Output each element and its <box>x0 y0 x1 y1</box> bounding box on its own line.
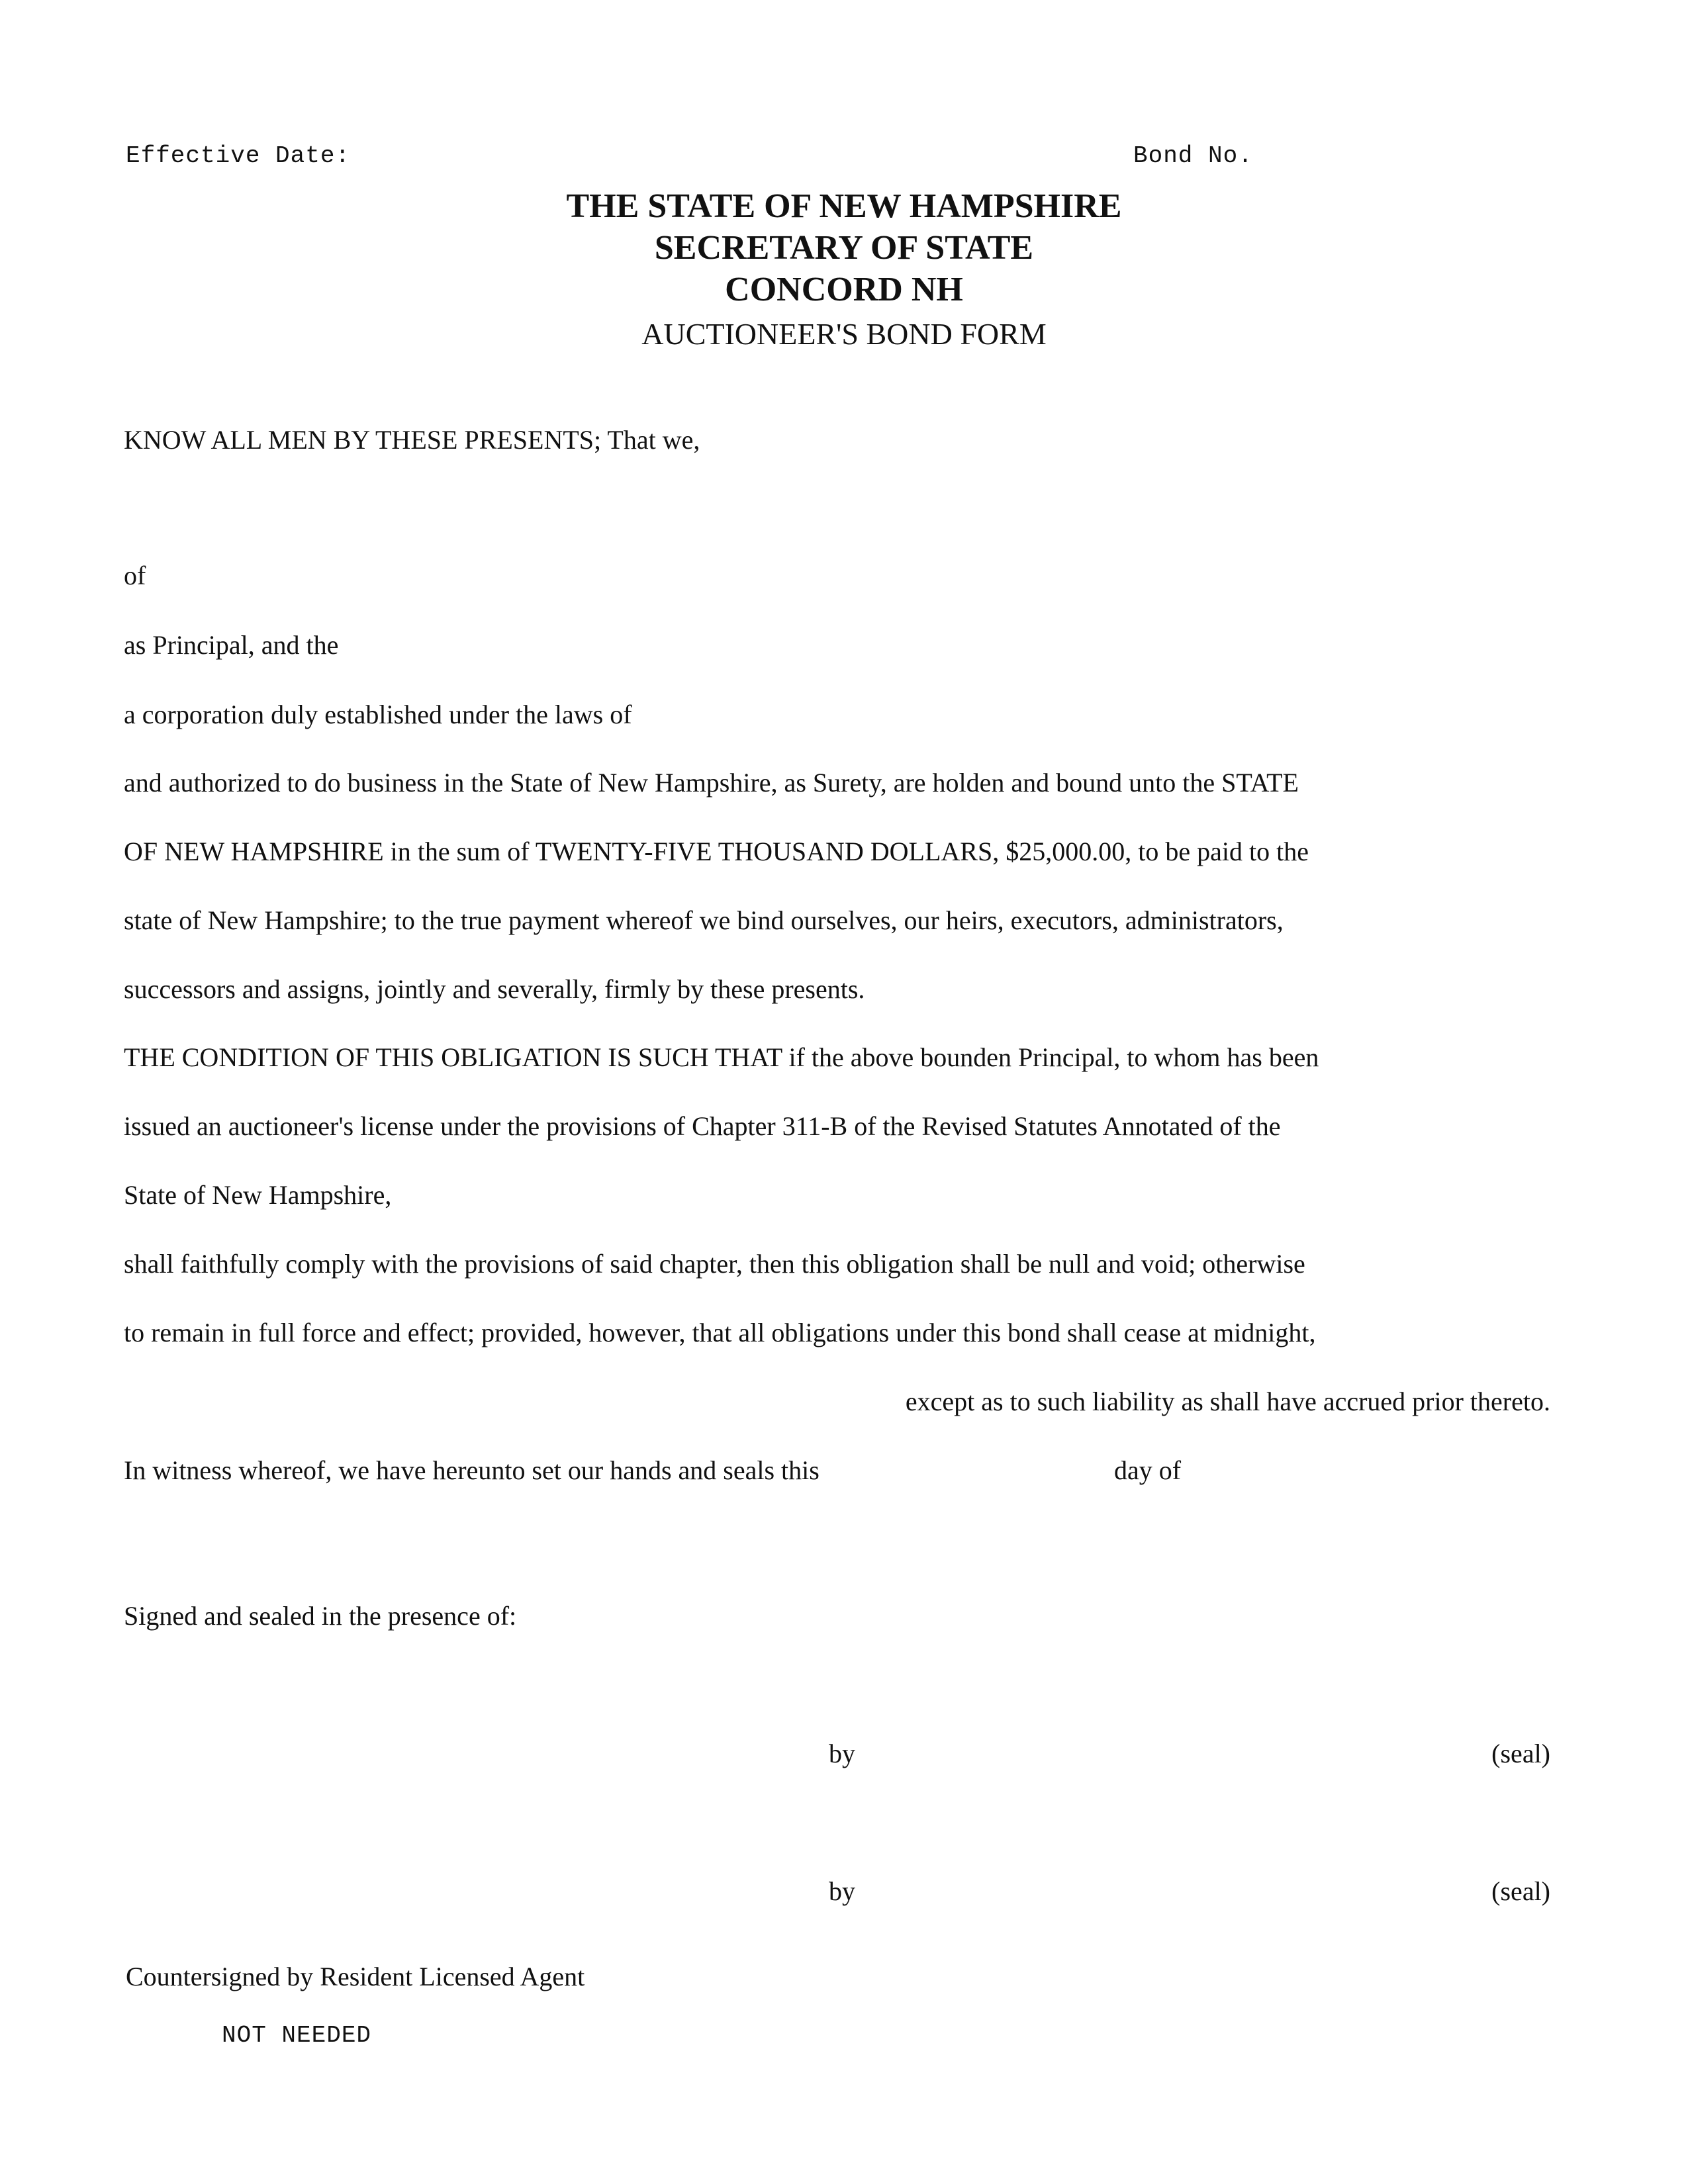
para1-line3: state of New Hampshire; to the true payment whereof we bind ourselves, our heirs, executors, administrators, <box>124 905 1284 935</box>
bond-no-label: Bond No. <box>1133 142 1253 169</box>
not-needed-text: NOT NEEDED <box>222 2022 372 2049</box>
form-name: AUCTIONEER'S BOND FORM <box>641 317 1047 351</box>
of-text: of <box>124 561 146 590</box>
para3-line1: shall faithfully comply with the provisions of said chapter, then this obligation shall be null and void; otherwise <box>124 1249 1305 1279</box>
intro-text: KNOW ALL MEN BY THESE PRESENTS; That we, <box>124 425 700 455</box>
para3-line3: except as to such liability as shall have accrued prior thereto. <box>905 1387 1550 1416</box>
signature-by-1: by <box>829 1739 855 1768</box>
seal-2: (seal) <box>1491 1876 1550 1906</box>
witness-text: In witness whereof, we have hereunto set our hands and seals this <box>124 1455 820 1485</box>
signature-by-2: by <box>829 1876 855 1906</box>
para2-line2: issued an auctioneer's license under the provisions of Chapter 311-B of the Revised Statutes Annotated of the <box>124 1111 1281 1141</box>
para2-line3: State of New Hampshire, <box>124 1180 392 1210</box>
seal-1: (seal) <box>1491 1739 1550 1768</box>
para1-line2: OF NEW HAMPSHIRE in the sum of TWENTY-FIVE THOUSAND DOLLARS, $25,000.00, to be paid to the <box>124 837 1309 866</box>
title-city: CONCORD NH <box>725 271 963 308</box>
para3-line2: to remain in full force and effect; provided, however, that all obligations under this bond shall cease at midnight, <box>124 1318 1316 1347</box>
para1-line4: successors and assigns, jointly and severally, firmly by these presents. <box>124 974 865 1004</box>
corporation-text: a corporation duly established under the laws of <box>124 700 632 729</box>
title-state: THE STATE OF NEW HAMPSHIRE <box>566 187 1122 225</box>
signed-sealed-text: Signed and sealed in the presence of: <box>124 1601 517 1631</box>
title-secretary: SECRETARY OF STATE <box>654 229 1034 267</box>
as-principal-text: as Principal, and the <box>124 630 339 660</box>
effective-date-label: Effective Date: <box>126 142 351 169</box>
para1-line1: and authorized to do business in the State of New Hampshire, as Surety, are holden and bound unto the STATE <box>124 768 1299 797</box>
countersigned-text: Countersigned by Resident Licensed Agent <box>126 1962 585 1991</box>
para2-line1: THE CONDITION OF THIS OBLIGATION IS SUCH THAT if the above bounden Principal, to whom has been <box>124 1042 1319 1072</box>
day-of-text: day of <box>1114 1455 1182 1485</box>
